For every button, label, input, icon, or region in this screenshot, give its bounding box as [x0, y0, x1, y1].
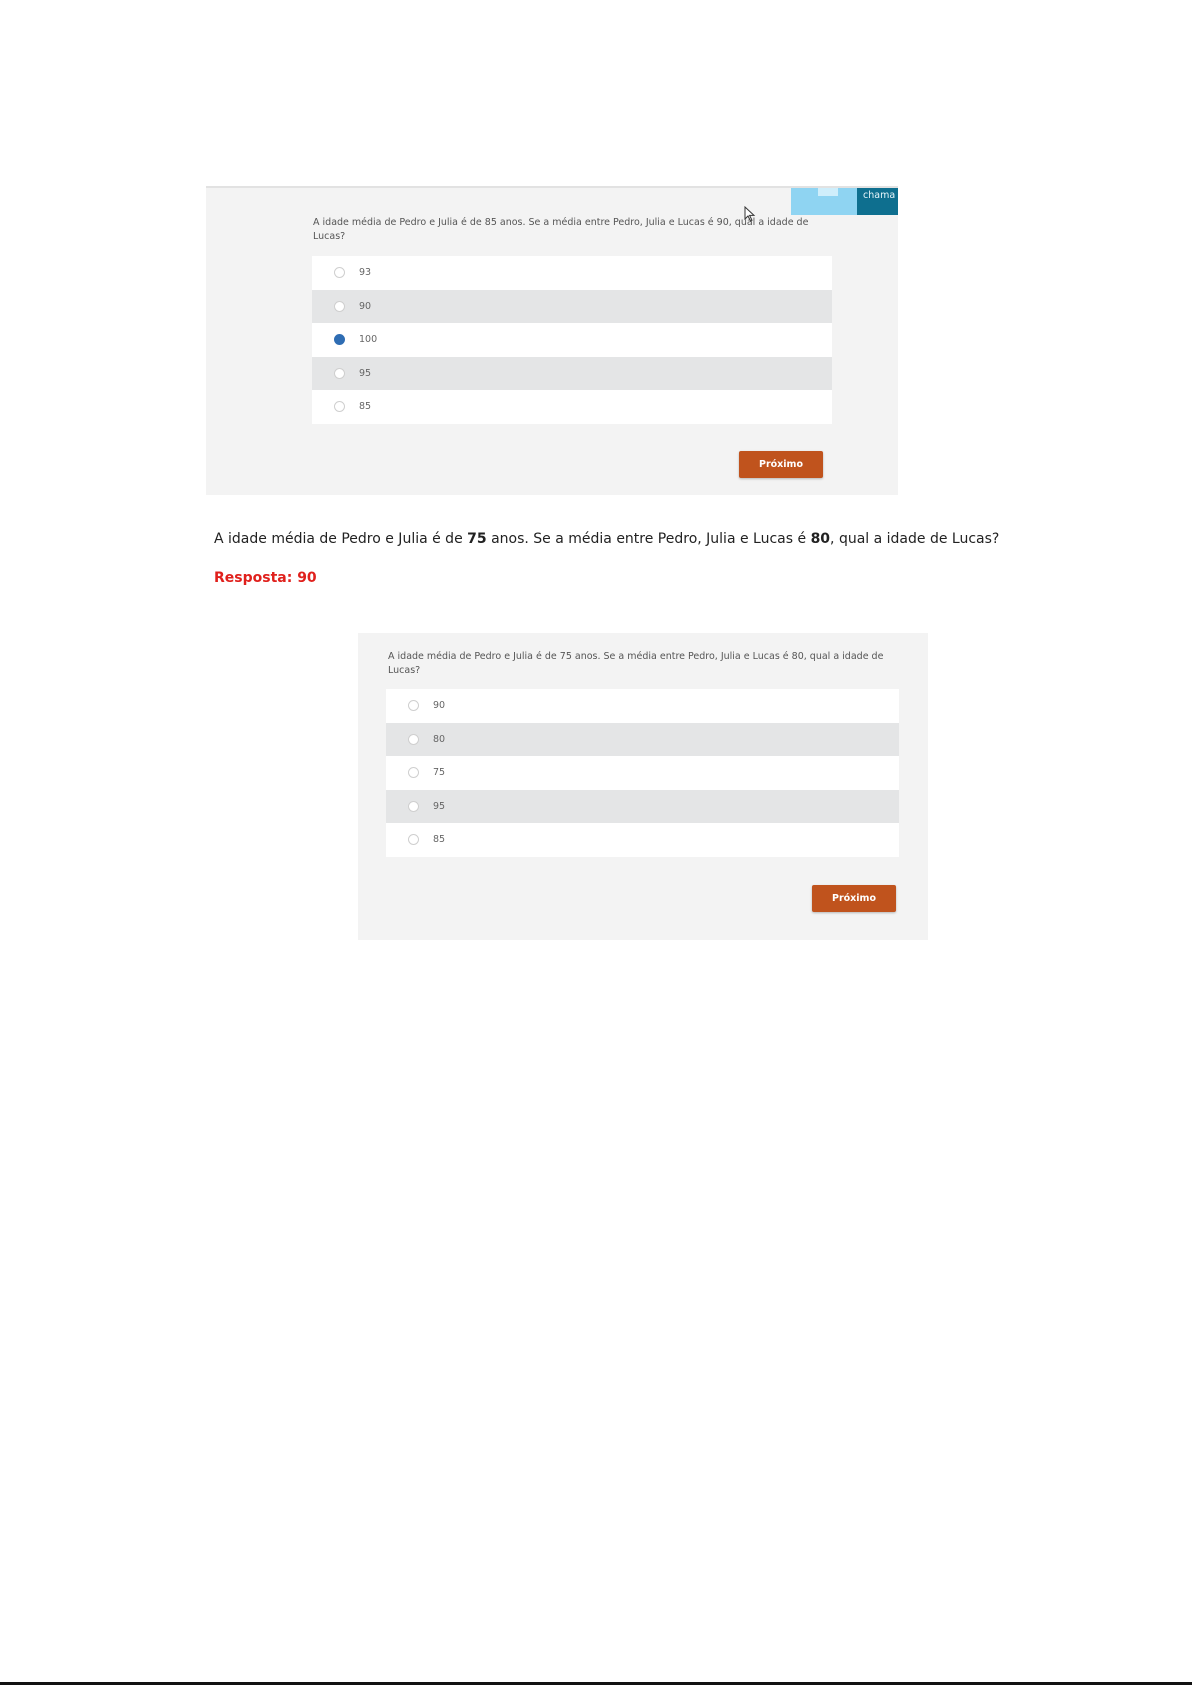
- answer-option-label: 95: [433, 800, 446, 812]
- answer-option-label: 93: [359, 267, 372, 279]
- radio-button[interactable]: [408, 801, 419, 812]
- chat-panel[interactable]: [791, 188, 898, 215]
- question-text-part: A idade média de Pedro e Julia é de: [214, 531, 468, 547]
- radio-button[interactable]: [408, 734, 419, 745]
- answer-options: [386, 689, 899, 857]
- answer-option-label: 90: [359, 300, 372, 312]
- question-value-bold: 75: [467, 531, 487, 547]
- answer-option[interactable]: [312, 290, 832, 324]
- answer-option[interactable]: [312, 390, 832, 424]
- next-button[interactable]: Próximo: [812, 885, 896, 912]
- radio-button[interactable]: [334, 368, 345, 379]
- answer-option-label: 75: [433, 767, 446, 779]
- answer-option[interactable]: [312, 256, 832, 290]
- answer-option[interactable]: [312, 357, 832, 391]
- radio-button[interactable]: [408, 700, 419, 711]
- radio-button[interactable]: [408, 767, 419, 778]
- chat-panel-light: [791, 188, 857, 215]
- answer-option-label: 90: [433, 700, 446, 712]
- answer-option-selected[interactable]: [312, 323, 832, 357]
- answer-option-label: 100: [359, 334, 378, 346]
- chat-panel-light-inner: [818, 188, 838, 196]
- quiz-screenshot-2: [358, 633, 928, 940]
- quiz-screenshot-1: [206, 186, 898, 495]
- answer-options: [312, 256, 832, 424]
- answer-option-label: 85: [359, 401, 372, 413]
- document-question: [214, 531, 999, 547]
- answer-option[interactable]: [386, 790, 899, 824]
- answer-option[interactable]: [386, 723, 899, 757]
- radio-button[interactable]: [408, 834, 419, 845]
- question-text-part: anos. Se a média entre Pedro, Julia e Lucas é: [486, 531, 811, 547]
- answer-option[interactable]: [386, 823, 899, 857]
- chat-label[interactable]: chama: [857, 188, 898, 215]
- question-value-bold: 80: [810, 531, 831, 547]
- question-text-part: , qual a idade de Lucas?: [830, 531, 1000, 547]
- answer-option-label: 95: [359, 367, 372, 379]
- answer-option-label: 80: [433, 733, 446, 745]
- quiz-question: A idade média de Pedro e Julia é de 85 anos. Se a média entre Pedro, Julia e Lucas é 90, qual a idade de Lucas?: [313, 217, 809, 242]
- next-button[interactable]: Próximo: [739, 451, 823, 478]
- radio-button[interactable]: [334, 301, 345, 312]
- quiz-question: A idade média de Pedro e Julia é de 75 anos. Se a média entre Pedro, Julia e Lucas é 80, qual a idade de Lucas?: [388, 651, 884, 676]
- radio-button-checked[interactable]: [334, 334, 345, 345]
- answer-option[interactable]: [386, 689, 899, 723]
- radio-button[interactable]: [334, 401, 345, 412]
- answer-option-label: 85: [433, 834, 446, 846]
- document-answer: Resposta: 90: [214, 570, 317, 586]
- answer-option[interactable]: [386, 756, 899, 790]
- radio-button[interactable]: [334, 267, 345, 278]
